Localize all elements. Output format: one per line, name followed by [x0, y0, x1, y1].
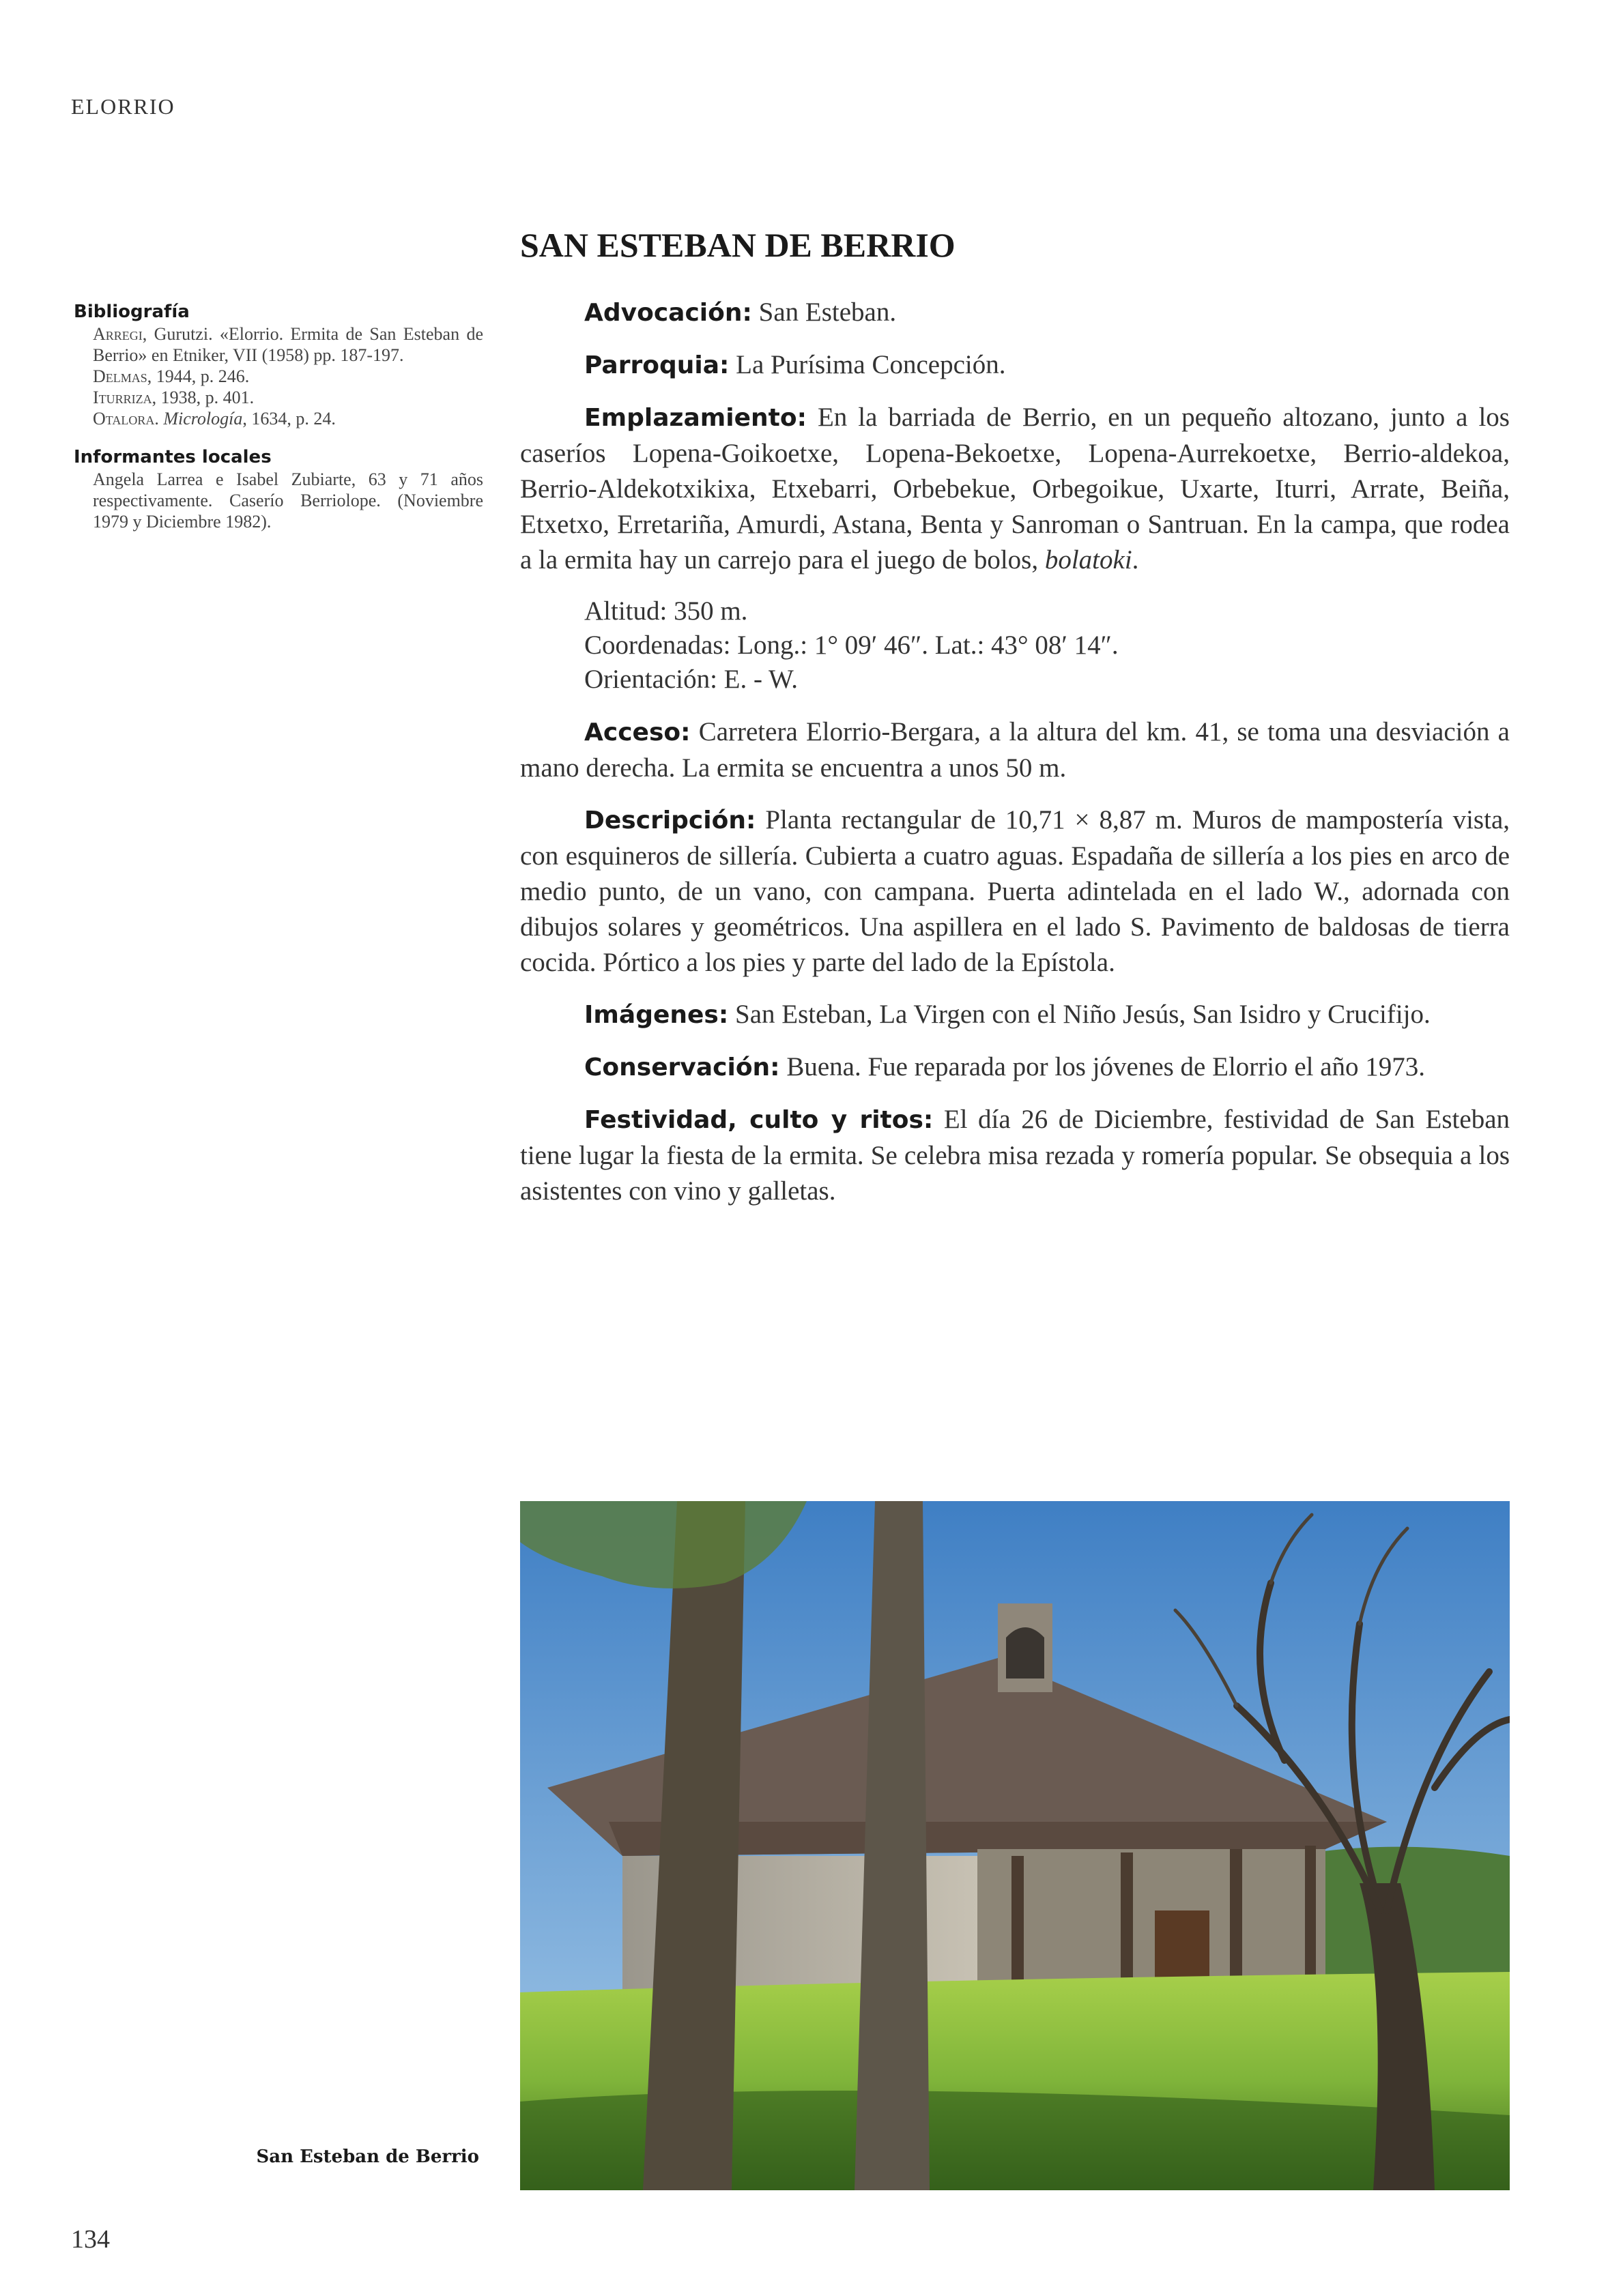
section-acceso: Acceso: Carretera Elorrio-Bergara, a la altura del km. 41, se toma una desviación a mano derecha. La ermita se encuentra a unos 50 m. [520, 717, 1510, 783]
hermitage-photo [520, 1501, 1510, 2190]
coordinates: Coordenadas: Long.: 1° 09′ 46″. Lat.: 43° 08′ 14″. [584, 630, 1119, 660]
section-festividad: Festividad, culto y ritos: El día 26 de Diciembre, festividad de San Esteban tiene lugar la fiesta de la ermita. Se celebra misa rezada y romería popular. Se obsequia a los asistentes con vino y galletas. [520, 1105, 1510, 1206]
section-parroquia: Parroquia: La Purísima Concepción. [584, 350, 1006, 379]
altitude: Altitud: 350 m. [584, 596, 748, 626]
orientation: Orientación: E. - W. [584, 665, 799, 694]
informants-text: Angela Larrea e Isabel Zubiarte, 63 y 71 años respectivamente. Caserío Berriolope. (Noviembre 1979 y Diciembre 1982). [93, 469, 483, 532]
bibliography-entry: Delmas, 1944, p. 246. [93, 366, 250, 386]
informants-block [74, 446, 483, 532]
page-title: SAN ESTEBAN DE BERRIO [520, 226, 956, 264]
bibliography-entry: Iturriza, 1938, p. 401. [93, 388, 255, 407]
running-head: ELORRIO [71, 94, 175, 119]
bibliography-entry: Otalora. Micrología, 1634, p. 24. [93, 409, 336, 428]
main-text [520, 295, 1510, 1225]
photo-caption: San Esteban de Berrio [256, 2147, 479, 2167]
bibliography-heading: Bibliografía [74, 302, 190, 322]
location-data [584, 594, 1510, 697]
section-imagenes: Imágenes: San Esteban, La Virgen con el Niño Jesús, San Isidro y Crucifijo. [584, 1000, 1431, 1029]
informants-heading: Informantes locales [74, 447, 272, 467]
section-descripcion: Descripción: Planta rectangular de 10,71 × 8,87 m. Muros de mampostería vista, con esquineros de sillería. Cubierta a cuatro aguas. Espadaña de sillería a los pies en arco de medio punto, de un vano, con campana. Puerta adintelada en el lado W., adornada con dibujos solares y geométricos. Una aspillera en el lado S. Pavimento de baldosas de tierra cocida. Pórtico a los pies y parte del lado de la Epístola. [520, 805, 1510, 977]
section-advocacion: Advocación: San Esteban. [584, 297, 897, 327]
section-conservacion: Conservación: Buena. Fue reparada por los jóvenes de Elorrio el año 1973. [584, 1052, 1426, 1081]
section-emplazamiento: Emplazamiento: En la barriada de Berrio, en un pequeño altozano, junto a los caseríos Lopena-Goikoetxe, Lopena-Bekoetxe, Lopena-Aurrekoetxe, Berrio-aldekoa, Berrio-Aldekotxikixa, Etxebarri, Orbebekue, Orbegoikue, Uxarte, Iturri, Arrate, Beiña, Etxetxo, Erretariña, Amurdi, Astana, Benta y Sanroman o Santruan. En la campa, que rodea a la ermita hay un carrejo para el juego de bolos, bolatoki. [520, 403, 1510, 575]
bibliography-block [74, 300, 483, 429]
page-number: 134 [71, 2225, 110, 2254]
bibliography-entry: Arregi, Gurutzi. «Elorrio. Ermita de San Esteban de Berrio» en Etniker, VII (1958) pp. 187-197. [93, 324, 483, 365]
sidebar [74, 300, 483, 549]
